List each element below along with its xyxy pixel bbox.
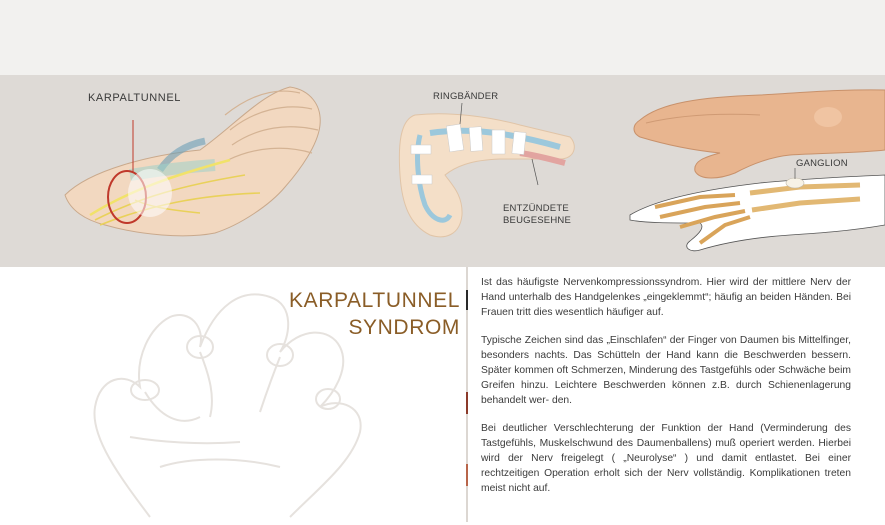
label-ringbaender: RINGBÄNDER	[433, 91, 499, 102]
title-line-2: SYNDROM	[348, 316, 460, 339]
paragraph-3: Bei deutlicher Verschlechterung der Funktion der Hand (Verminderung des Tastgefühls, Muskelschwund des Daumenballens) muß operiert werden. Hierbei wird der Nerv freigelegt ( „Neurolyse“ ) und damit entlastet. Bei einer rechtzeitigen Operation erholt sich der Nerv vollständig. Komplikationen treten meist nicht auf.	[481, 422, 851, 495]
label-karpaltunnel: KARPALTUNNEL	[88, 92, 181, 104]
divider-marker-red-2	[466, 464, 468, 486]
ganglion-illustration	[630, 90, 885, 251]
article-section	[0, 267, 885, 525]
article-body	[481, 275, 851, 509]
title-line-1: KARPALTUNNEL	[289, 289, 460, 312]
vertical-divider	[466, 267, 468, 525]
article-title	[289, 287, 460, 341]
illustration-band	[0, 75, 885, 267]
divider-marker-red-1	[466, 392, 468, 414]
carpal-tunnel-illustration	[65, 87, 320, 236]
label-beugesehne: BEUGESEHNE	[503, 215, 571, 226]
divider-marker-dark	[466, 290, 468, 310]
paragraph-1: Ist das häufigste Nervenkompressionssyndrom. Hier wird der mittlere Nerv der Hand unterhalb des Handgelenkes „eingeklemmt“; häufig an beiden Händen. Bei Frauen tritt dies wesentlich häufiger auf.	[481, 277, 851, 319]
top-blank-band	[0, 0, 885, 75]
paragraph-2: Typische Zeichen sind das „Einschlafen“ der Finger von Daumen bis Mittelfinger, besonders nachts. Das Schütteln der Hand kann die Beschwerden bessern. Später kommen oft Schmerzen, Minderung des Tastgefühls oder Schwäche beim Greifen hinzu. Leichtere Beschwerden können z.B. durch Schienenlagerung behandelt wer- den.	[481, 334, 851, 407]
label-ganglion: GANGLION	[796, 158, 848, 169]
label-entzuendete: ENTZÜNDETE	[503, 203, 569, 214]
